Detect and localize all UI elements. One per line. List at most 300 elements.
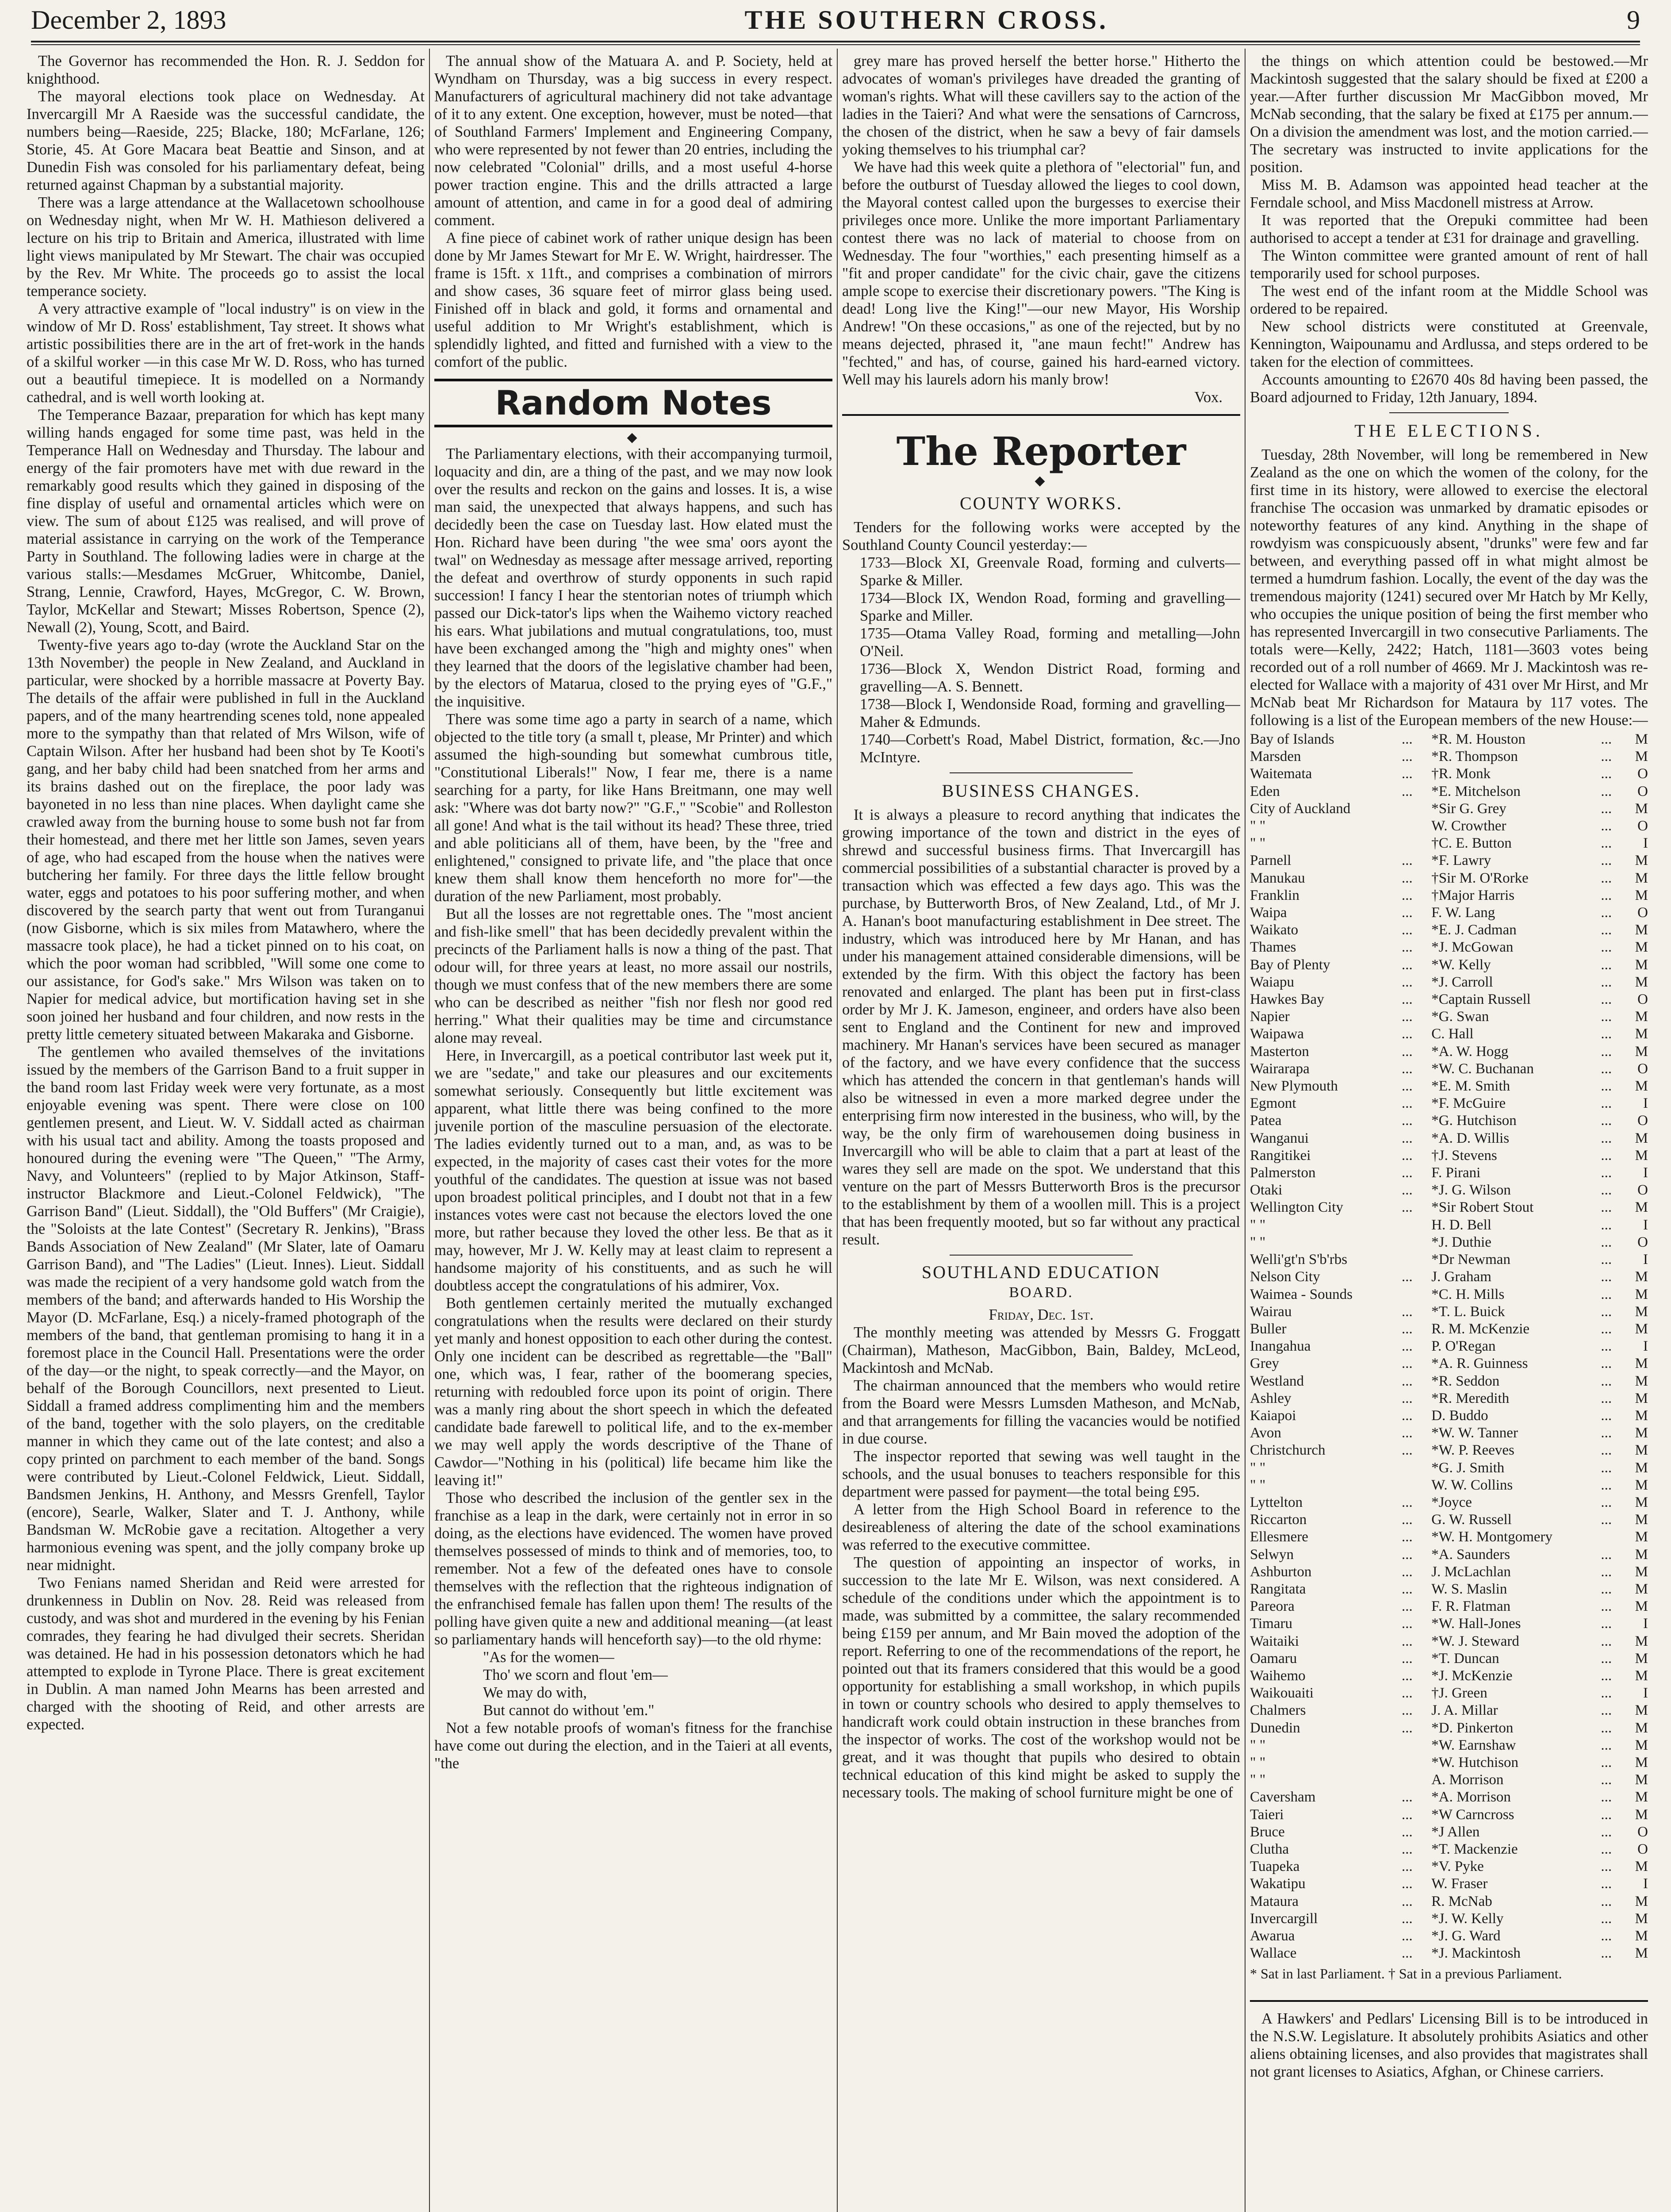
reporter-heading: The Reporter	[896, 428, 1186, 474]
paragraph: the things on which attention could be bestowed.—Mr Mackintosh suggested that the salary should be fixed at £200 a year.—After further discussion Mr MacGibbon moved, Mr McNab seconding, that the salary be fixed at £175 per annum.—On a division the amendment was lost, and the motion carried.—The secretary was instructed to invite applications for the position.	[1250, 53, 1648, 176]
education-board-continued	[1250, 52, 1648, 406]
leader: ...	[1601, 1147, 1612, 1164]
member-row	[1250, 1667, 1648, 1685]
electorate: Manukau	[1250, 870, 1305, 886]
leader: ...	[1401, 1633, 1413, 1649]
affiliation: O	[1637, 991, 1648, 1008]
member-name: *J. Carroll	[1431, 974, 1493, 990]
leader: ...	[1401, 1789, 1413, 1805]
leader: ...	[1401, 1078, 1413, 1094]
electorate: Inangahua	[1250, 1338, 1311, 1355]
member-name: *G. Swan	[1431, 1009, 1489, 1025]
member-name: *W. W. Tanner	[1431, 1425, 1518, 1441]
electorate: Marsden	[1250, 749, 1301, 765]
member-row	[1250, 1546, 1648, 1563]
affiliation: M	[1635, 939, 1648, 956]
electorate: Bay of Islands	[1250, 731, 1334, 747]
paragraph: The mayoral elections took place on Wednesday. At Invercargill Mr A Raeside was the successful candidate, the numbers being—Raeside, 225; Blacke, 180; McFarlane, 126; Storie, 45. At Gore Macara beat Beattie and Sinson, and at Dunedin Fish was consoled for his parliamentary defeat, being returned against Chapman by a substantial majority.	[27, 88, 425, 193]
electorate: Masterton	[1250, 1043, 1309, 1060]
paragraph: The question of appointing an inspector of works, in succession to the late Mr E. Wilson, was next considered. A schedule of the conditions under which the appointment is to made, was submitted by a committee, the salary recommended being £159 per annum, and Mr Bain moved the adoption of the report. Referring to one of the recommendations of the report, he pointed out that its framers considered that this would be a good opportunity for establishing a small workshop, in which pupils in town or country schools who desired to apply themselves to handicraft work could obtain instruction in these branches from the inspector of works. The cost of the workshop would not be great, and it was thought that pupils who desired to obtain technical education of this kind might be asked to supply the necessary tools. The making of school furniture might be one of	[842, 1554, 1240, 1801]
leader: ...	[1401, 1893, 1413, 1909]
leader: ...	[1601, 1512, 1612, 1528]
paragraph: The Winton committee were granted amount of rent of hall temporarily used for school purposes.	[1250, 247, 1648, 282]
member-name: *J. McKenzie	[1431, 1667, 1513, 1684]
paragraph: The annual show of the Matuara A. and P. Society, held at Wyndham on Thursday, was a big success in every respect. Manufacturers of agricultural machinery did not take advantage of it to any extent. One exception, however, must be noted—that of Southland Farmers' Implement and Engineering Company, who were represented by not fewer than 20 entries, including the now celebrated "Colonial" drills, and a most useful 4-horse power traction engine. This and the drills attracted a large amount of attention, and came in for a good deal of admiring comment.	[434, 53, 832, 229]
electorate: Rangitata	[1250, 1581, 1306, 1597]
electorate: " "	[1250, 1772, 1266, 1788]
member-name: *W Carncross	[1431, 1806, 1514, 1823]
member-row	[1250, 1928, 1648, 1945]
leader: ...	[1401, 956, 1413, 973]
leader: ...	[1401, 1390, 1413, 1406]
leader: ...	[1601, 1910, 1612, 1927]
member-name: J. McLachlan	[1431, 1563, 1511, 1580]
affiliation: M	[1635, 1772, 1648, 1788]
member-row	[1250, 800, 1648, 818]
column-4	[1250, 52, 1648, 2212]
leader	[1402, 1737, 1431, 1754]
affiliation: M	[1635, 1321, 1648, 1337]
leader: ...	[1601, 1130, 1612, 1146]
header-rule	[31, 41, 1640, 42]
leader: ...	[1601, 1737, 1612, 1753]
paragraph: There was a large attendance at the Wallacetown schoolhouse on Wednesday night, when Mr W. H. Mathieson delivered a lecture on his trip to Britain and America, illustrated with lime light views manipulated by Mr Stewart. The chair was occupied by the Rev. Mr White. The proceeds go to assist the local temperance society.	[27, 194, 425, 300]
affiliation: O	[1637, 783, 1648, 799]
affiliation: I	[1643, 1252, 1648, 1268]
affiliation: M	[1635, 1859, 1648, 1875]
member-row	[1250, 1789, 1648, 1806]
electorate: Awarua	[1250, 1928, 1295, 1944]
electorate: Lyttelton	[1250, 1494, 1303, 1510]
leader: ...	[1401, 1425, 1413, 1441]
electorate: " "	[1250, 1754, 1266, 1770]
member-row	[1250, 1806, 1648, 1824]
leader: ...	[1601, 1650, 1612, 1667]
affiliation: M	[1635, 1494, 1648, 1510]
leader: ...	[1401, 1303, 1413, 1320]
masthead-title: THE SOUTHERN CROSS.	[744, 5, 1109, 35]
member-name: *Captain Russell	[1431, 991, 1531, 1008]
member-row	[1250, 1528, 1648, 1546]
leader: ...	[1601, 1338, 1612, 1355]
leader: ...	[1401, 853, 1413, 869]
member-row	[1250, 818, 1648, 835]
paragraph: A letter from the High School Board in reference to the desireableness of altering the date of the school examinations was referred to the executive committee.	[842, 1501, 1240, 1553]
affiliation: M	[1635, 1720, 1648, 1736]
leader: ...	[1401, 749, 1413, 765]
member-name: *R. Meredith	[1431, 1390, 1510, 1406]
affiliation: M	[1635, 1442, 1648, 1459]
random-notes-body	[434, 445, 832, 1648]
leader: ...	[1401, 1685, 1413, 1701]
page-number: 9	[1627, 5, 1640, 35]
leader: ...	[1401, 1581, 1413, 1597]
member-row	[1250, 1511, 1648, 1528]
leader: ...	[1601, 1772, 1612, 1788]
electorate: Clutha	[1250, 1841, 1289, 1857]
electorate: Egmont	[1250, 1095, 1296, 1112]
member-name: *F. Lawry	[1431, 853, 1491, 869]
affiliation: M	[1635, 870, 1648, 886]
leader: ...	[1601, 1078, 1612, 1094]
issue-date: December 2, 1893	[31, 5, 226, 35]
affiliation: O	[1637, 1824, 1648, 1840]
member-row	[1250, 1199, 1648, 1216]
affiliation: M	[1635, 1130, 1648, 1146]
member-name: F. R. Flatman	[1431, 1598, 1511, 1615]
electorate: Eden	[1250, 783, 1280, 799]
footnote: * Sat in last Parliament. † Sat in a previous Parliament.	[1250, 1966, 1562, 1982]
member-name: D. Buddo	[1431, 1407, 1488, 1424]
member-name: W. Crowther	[1431, 818, 1506, 834]
member-name: *W. P. Reeves	[1431, 1442, 1514, 1459]
electorate: Wallace	[1250, 1945, 1297, 1962]
random-notes-last: Not a few notable proofs of woman's fitness for the franchise have come out during the election, and in the Taieri at all events, "the	[434, 1720, 832, 1772]
electorate: Avon	[1250, 1425, 1281, 1441]
hawkers-bill-item: A Hawkers' and Pedlars' Licensing Bill is to be introduced in the N.S.W. Legislature. It absolutely prohibits Asiatics and other aliens obtaining licenses, and also provides that magistrates shall not grant licenses to Asiatics, Afghan, or Chinese carriers.	[1250, 2010, 1648, 2081]
member-row	[1250, 1390, 1648, 1407]
leader: ...	[1401, 1113, 1413, 1129]
leader: ...	[1601, 818, 1612, 834]
electorate: City of Auckland	[1250, 800, 1351, 817]
electorate: Waikato	[1250, 922, 1299, 938]
electorate: Ashley	[1250, 1390, 1292, 1406]
member-name: *D. Pinkerton	[1431, 1720, 1514, 1736]
leader: ...	[1601, 1425, 1612, 1441]
business-changes-heading: BUSINESS CHANGES.	[942, 781, 1141, 801]
affiliation: I	[1643, 1095, 1648, 1112]
member-row	[1250, 1425, 1648, 1442]
affiliation: M	[1635, 1390, 1648, 1406]
paragraph: Miss M. B. Adamson was appointed head teacher at the Ferndale school, and Miss Macdonell mistress at Arrow.	[1250, 177, 1648, 211]
paragraph: Accounts amounting to £2670 40s 8d having been passed, the Board adjourned to Friday, 12th January, 1894.	[1250, 371, 1648, 406]
member-name: *F. McGuire	[1431, 1095, 1506, 1112]
member-name: †C. E. Button	[1431, 835, 1512, 852]
affiliation: M	[1635, 1373, 1648, 1389]
leader: ...	[1601, 1373, 1612, 1389]
paragraph: "As for the women—	[483, 1649, 614, 1666]
electorate: Westland	[1250, 1373, 1304, 1389]
affiliation: M	[1635, 1147, 1648, 1164]
random-notes-continued	[842, 52, 1240, 388]
leader: ...	[1401, 1060, 1413, 1077]
member-row	[1250, 1251, 1648, 1268]
member-row	[1250, 1702, 1648, 1719]
member-name: G. W. Russell	[1431, 1512, 1512, 1528]
elections-heading: THE ELECTIONS.	[1354, 421, 1544, 441]
member-row	[1250, 870, 1648, 887]
member-row	[1250, 1164, 1648, 1182]
column-1	[27, 52, 425, 2212]
tender-list	[842, 554, 1240, 766]
electorate: Waihemo	[1250, 1667, 1306, 1684]
leader	[1402, 1459, 1431, 1477]
member-name: *T. L. Buick	[1431, 1303, 1505, 1320]
leader: ...	[1401, 939, 1413, 956]
paragraph: The Parliamentary elections, with their accompanying turmoil, loquacity and din, are a thing of the past, and we may now look over the results and reckon on the gains and losses. It is, a wise man said, the unexpected that always happens, and such has decidedly been the case on Tuesday last. How elated must the Hon. Richard have been during "the wee sma' oors ayont the twal" on Wednesday as message after message arrived, reporting the defeat and overthrow of sturdy opponents in such rapid succession! I fancy I hear the stentorian notes of triumph which passed our Dick-tator's lips when the Waihemo victory reached his ears. What jubilations and mutual congratulations, too, must have been exchanged among the "high and mighty ones" when they learned that the doors of the legislative chamber had been, by the electors of Matarua, closed to the prying eyes of "G.F.," the inquisitive.	[434, 445, 832, 710]
member-row	[1250, 1633, 1648, 1650]
electorate: Waipa	[1250, 905, 1287, 921]
affiliation: M	[1635, 1667, 1648, 1684]
electorate: Bay of Plenty	[1250, 956, 1330, 973]
electorate: Taieri	[1250, 1806, 1284, 1823]
member-row	[1250, 1477, 1648, 1494]
member-row	[1250, 1286, 1648, 1303]
member-row	[1250, 1234, 1648, 1251]
affiliation: M	[1635, 1286, 1648, 1302]
electorate: " "	[1250, 1217, 1266, 1233]
electorate: Pareora	[1250, 1598, 1295, 1615]
member-row	[1250, 1771, 1648, 1789]
leader: ...	[1401, 1563, 1413, 1580]
leader: ...	[1401, 731, 1413, 747]
member-row	[1250, 1581, 1648, 1598]
leader: ...	[1601, 1321, 1612, 1337]
leader: ...	[1601, 1928, 1612, 1944]
leader: ...	[1601, 974, 1612, 990]
electorate: " "	[1250, 1477, 1266, 1493]
paragraph: The gentlemen who availed themselves of the invitations issued by the members of the Garrison Band to a fruit supper in the band room last Friday week were very fortunate, as a most enjoyable evening was spent. There were close on 100 gentlemen present, and Lieut. W. V. Siddall acted as chairman with his usual tact and ability. Among the toasts proposed and honoured during the evening were "The Queen," "The Army, Navy, and Volunteers" (replied to by Major Atkinson, Staff-instructor Blackmore and Lieut.-Colonel Feldwick), "The Garrison Band" (Lieut. Siddall), the "Old Buffers" (Mr Craigie), the "Soloists at the late Contest" (Secretary R. Jenkins), "Brass Bands Association of New Zealand" (Mr Slater, late of Oamaru Garrison Band), and "The Ladies" (Lieut. Innes). Lieut. Siddall was made the recipient of a very handsome gold watch from the members of the band; and afterwards handed to His Worship the Mayor (D. McFarlane, Esq.) a nicely-framed photograph of the members of the band, that gentleman promising to hang it in a foremost place in the Council Hall. Presentations were the order of the day—or the night, to speak correctly—and the Mayor, on behalf of the Borough Councillors, next presented to Lieut. Siddall a framed address complimenting him and the members of the band, together with the solo players, on the creditable manner in which they came out of the late contest; and also a copy printed on parchment to each member of the band. Songs were contributed by Lieut.-Colonel Feldwick, Lieut. Siddall, Bandsmen Jenkins, H. Anthony, and Messrs Grenfell, Taylor (encore), Searle, Walker, Slater and T. J. Anthony, while Bandsman W. McRobie gave a recitation. Altogether a very harmonious evening was spent, and the jolly company broke up near midnight.	[27, 1044, 425, 1574]
section-rule	[950, 772, 1133, 773]
affiliation: M	[1635, 1459, 1648, 1476]
member-row	[1250, 1182, 1648, 1199]
leader: ...	[1601, 1009, 1612, 1025]
paragraph: There was some time ago a party in search of a name, which objected to the title tory (a small t, please, Mr Printer) and which assumed the high-sounding but somewhat cumbrous title, "Constitutional Liberals!" Now, I fear me, there is a name searching for a party, for like Hans Breitmann, one may well ask: "Where was dot barty now?" "G.F.," "Scobie" and Rolleston all gone! And what is the tail without its head? These three, tried and able politicians all of them, have been, by the "free and enlightened," consigned to private life, and "the place that once knew them shall know them henceforth no more for"—the duration of the new Parliament, most probably.	[434, 711, 832, 905]
leader	[1402, 1771, 1431, 1789]
member-row	[1250, 1095, 1648, 1112]
electorate: Waipawa	[1250, 1026, 1304, 1042]
leader: ...	[1401, 1512, 1413, 1528]
electorate: Waitaiki	[1250, 1633, 1299, 1649]
leader: ...	[1601, 1581, 1612, 1597]
county-works-intro: Tenders for the following works were accepted by the Southland County Council yesterday:—	[842, 519, 1240, 553]
member-row	[1250, 887, 1648, 904]
leader: ...	[1601, 1390, 1612, 1406]
leader: ...	[1601, 939, 1612, 956]
leader: ...	[1601, 1407, 1612, 1424]
electorate: Bruce	[1250, 1824, 1285, 1840]
affiliation: M	[1635, 731, 1648, 747]
member-row	[1250, 1060, 1648, 1078]
affiliation: M	[1635, 1356, 1648, 1372]
member-name: *A. Morrison	[1431, 1789, 1511, 1805]
paragraph: The inspector reported that sewing was well taught in the schools, and the usual bonuses to teachers responsible for this department were passed for payment—the total being £95.	[842, 1448, 1240, 1500]
electorate: Invercargill	[1250, 1910, 1318, 1927]
leader	[1402, 1217, 1431, 1234]
member-name: †J. Green	[1431, 1685, 1487, 1701]
member-row	[1250, 1824, 1648, 1841]
leader: ...	[1601, 1303, 1612, 1320]
affiliation: M	[1635, 853, 1648, 869]
affiliation: M	[1635, 974, 1648, 990]
affiliation: M	[1635, 1754, 1648, 1770]
leader: ...	[1601, 1720, 1612, 1736]
electorate: Waikouaiti	[1250, 1685, 1314, 1701]
leader	[1601, 1528, 1630, 1546]
elections-intro: Tuesday, 28th November, will long be remembered in New Zealand as the one on which the women of the colony, for the first time in its history, were allowed to exercise the electoral franchise The occasion was unmarked by dramatic episodes or noteworthy features of any kind. Anything in the shape of rowdyism was conspicuously absent, "drunks" were few and far between, and everything passed off in what might almost be termed a humdrum fashion. Locally, the event of the day was the tremendous majority (1241) secured over Mr Hatch by Mr Kelly, who occupies the unique position of being the first member who has represented Invercargill in two consecutive Parliaments. The totals were—Kelly, 2422; Hatch, 1181—3603 votes being recorded out of a roll number of 4669. Mr J. Mackintosh was re-elected for Wallace with a majority of 431 over Mr Hirst, and Mr McNab beat Mr Richardson for Mataura by 117 votes. The following is a list of the European members of the new House:—	[1250, 446, 1648, 729]
leader: ...	[1401, 1009, 1413, 1025]
member-name: †Major Harris	[1431, 887, 1515, 903]
leader: ...	[1401, 887, 1413, 903]
random-notes-poem	[434, 1648, 832, 1719]
electorate: Wellington City	[1250, 1199, 1343, 1216]
member-row	[1250, 1598, 1648, 1615]
leader: ...	[1601, 1026, 1612, 1042]
member-name: *J. G. Ward	[1431, 1928, 1501, 1944]
leader: ...	[1601, 1356, 1612, 1372]
electorate: Franklin	[1250, 887, 1299, 903]
leader: ...	[1401, 974, 1413, 990]
leader: ...	[1601, 1199, 1612, 1216]
member-name: *A. Saunders	[1431, 1546, 1510, 1563]
electorate: Wairarapa	[1250, 1060, 1310, 1077]
random-notes-heading: Random Notes	[434, 379, 832, 427]
member-name: *T. Duncan	[1431, 1650, 1499, 1667]
electorate: Patea	[1250, 1113, 1282, 1129]
leader: ...	[1401, 1130, 1413, 1146]
member-row	[1250, 1373, 1648, 1390]
member-name: *R. Thompson	[1431, 749, 1518, 765]
electorate: Riccarton	[1250, 1512, 1307, 1528]
leader: ...	[1601, 991, 1612, 1008]
leader: ...	[1601, 905, 1612, 921]
affiliation: O	[1637, 1060, 1648, 1077]
signature: Vox.	[1194, 389, 1223, 406]
affiliation: O	[1637, 1182, 1648, 1198]
paragraph: 1733—Block XI, Greenvale Road, forming and culverts—Sparke & Miller.	[860, 554, 1240, 589]
affiliation: M	[1635, 1650, 1648, 1667]
affiliation: M	[1635, 1425, 1648, 1441]
member-row	[1250, 731, 1648, 748]
leader: ...	[1401, 1321, 1413, 1337]
electorate: Wanganui	[1250, 1130, 1309, 1146]
member-name: W. W. Collins	[1431, 1477, 1513, 1493]
column-2	[434, 52, 832, 2212]
leader: ...	[1401, 922, 1413, 938]
member-name: *E. Mitchelson	[1431, 783, 1521, 799]
member-row	[1250, 1875, 1648, 1893]
electorate: Napier	[1250, 1009, 1290, 1025]
business-changes-body: It is always a pleasure to record anything that indicates the growing importance of the town and district in the eyes of shrewd and successful business firms. That Invercargill has commercial possibilities of a substantial character is proved by a transaction which was effected a few days ago. This was the purchase, by Butterworth Bros, of New Zealand, Ltd., of Mr J. A. Hanan's boot manufacturing establishment in Dee street. The industry, which was introduced here by Mr Hanan, and has under his management attained considerable dimensions, will be extended by the firm. With this object the factory has been renovated and enlarged. The plant has been put in first-class order by Mr J. K. Jameson, engineer, and orders have also been sent to England and the Continent for new and improved machinery. Mr Hanan's services have been secured as manager of the factory, and we have every confidence that the success which has attended the concern in that gentleman's hands will also be witnessed in even a more marked degree under the enterprising firm now interested in the business, who will, by the way, be the only firm of warehousemen doing business in Invercargill who will be able to claim that a part at least of the wares they sell are made on the spot. We understand that this venture on the part of Messrs Butterworth Bros is the precursor to the establishment by them of a woollen mill. This is a project that has been frequently mooted, but so far without any practical result.	[842, 806, 1240, 1248]
member-row	[1250, 1321, 1648, 1338]
affiliation: M	[1635, 922, 1648, 938]
member-row	[1250, 1754, 1648, 1771]
paragraph: A fine piece of cabinet work of rather unique design has been done by Mr James Stewart for Mr E. W. Wright, hairdresser. The frame is 15ft. x 11ft., and comprises a combination of mirrors and show cases, 36 square feet of mirror glass being used. Finished off in black and gold, it forms and ornamental and useful addition to Mr Wright's establishment, which is splendidly lighted, and fitted and furnished with a view to the comfort of the public.	[434, 230, 832, 370]
leader	[1402, 1477, 1431, 1494]
leader: ...	[1401, 1494, 1413, 1510]
leader: ...	[1601, 1043, 1612, 1060]
affiliation: I	[1643, 1165, 1648, 1181]
leader: ...	[1601, 870, 1612, 886]
paragraph: The chairman announced that the members who would retire from the Board were Messrs Lumsden Matheson, and McNab, and that arrangements for filling the vacancies would be notified in due course.	[842, 1377, 1240, 1447]
leader: ...	[1401, 1182, 1413, 1198]
leader	[1402, 800, 1431, 818]
paragraph: Both gentlemen certainly merited the mutually exchanged congratulations when the results were declared on their sturdy yet manly and honest opposition to each other during the contest. Only one incident can be described as regrettable—the "Ball" one, which was, I fear, rather of the boomerang species, returning with redoubled force upon its point of origin. There was a manly ring about the short speech in which the defeated candidate bade farewell to political life, and to the ex-member we may well apply the words descriptive of the Thane of Cawdor—"Nothing in his (political) life became him like the leaving it!"	[434, 1295, 832, 1489]
affiliation: M	[1635, 1303, 1648, 1320]
electorate: Parnell	[1250, 853, 1292, 869]
paragraph: But all the losses are not regrettable ones. The "most ancient and fish-like smell" that has been decidedly prevalent within the precincts of the Parliament halls is now a thing of the past. That odour will, for three years at least, no more assail our nostrils, though we must confess that of the new members there are some who can be described as neither "fish nor flesh nor good red herring." What their qualities may be time and circumstance alone may reveal.	[434, 906, 832, 1046]
member-name: *V. Pyke	[1431, 1859, 1484, 1875]
paragraph: Tho' we scorn and flout 'em—	[483, 1667, 668, 1683]
paragraph: 1740—Corbett's Road, Mabel District, formation, &c.—Jno McIntyre.	[860, 731, 1240, 766]
member-row	[1250, 1858, 1648, 1875]
affiliation: M	[1635, 1789, 1648, 1805]
paragraph: We may do with,	[483, 1684, 587, 1701]
electorate: " "	[1250, 818, 1266, 834]
affiliation: I	[1643, 1616, 1648, 1632]
leader: ...	[1601, 1893, 1612, 1909]
leader: ...	[1401, 1442, 1413, 1459]
affiliation: M	[1635, 1529, 1648, 1545]
member-name: †R. Monk	[1431, 766, 1491, 782]
member-row	[1250, 748, 1648, 765]
member-row	[1250, 1563, 1648, 1581]
member-name: *R. Seddon	[1431, 1373, 1500, 1389]
leader	[1402, 1286, 1431, 1303]
electorate: Ashburton	[1250, 1563, 1312, 1580]
leader: ...	[1401, 1043, 1413, 1060]
member-name: *Joyce	[1431, 1494, 1472, 1510]
section-rule	[950, 1255, 1133, 1256]
leader	[1402, 1251, 1431, 1268]
leader: ...	[1401, 1165, 1413, 1181]
member-row	[1250, 956, 1648, 974]
ornament-icon: ◆	[627, 430, 640, 445]
leader: ...	[1401, 1841, 1413, 1857]
leader: ...	[1401, 1095, 1413, 1112]
section-rule	[1250, 2000, 1648, 2002]
affiliation: O	[1637, 766, 1648, 782]
leader: ...	[1601, 1165, 1612, 1181]
member-name: *J. W. Kelly	[1431, 1910, 1504, 1927]
column-divider	[837, 49, 838, 2212]
column-divider	[1245, 49, 1246, 2212]
member-name: *Dr Newman	[1431, 1252, 1510, 1268]
leader: ...	[1601, 956, 1612, 973]
member-row	[1250, 852, 1648, 869]
leader: ...	[1601, 1824, 1612, 1840]
paragraph: The monthly meeting was attended by Messrs G. Froggatt (Chairman), Matheson, MacGibbon, Bain, Baldey, McLeod, Mackintosh and McNab.	[842, 1324, 1240, 1376]
member-row	[1250, 991, 1648, 1008]
electorate: Waiapu	[1250, 974, 1294, 990]
leader: ...	[1401, 905, 1413, 921]
member-row	[1250, 835, 1648, 852]
affiliation: M	[1635, 1078, 1648, 1094]
member-name: *Sir G. Grey	[1431, 800, 1506, 817]
member-name: †Sir M. O'Rorke	[1431, 870, 1529, 886]
education-board-body	[842, 1324, 1240, 1801]
paragraph: 1738—Block I, Wendonside Road, forming and gravelling—Maher & Edmunds.	[860, 696, 1240, 730]
leader: ...	[1401, 1373, 1413, 1389]
paragraph: We have had this week quite a plethora of "electorial" fun, and before the outburst of Tuesday allowed the lieges to cool down, the Mayoral contest called upon the burgesses to exercise their privileges once more. Unlike the more important Parliamentary contest there was no lack of material to choose from on Wednesday. The four "worthies," each presenting himself as a "fit and proper candidate" for the civic chair, gave the citizens ample scope to exercise their discretionary powers. "The King is dead! Long live the King!"—our new Mayor, His Worship Andrew! "On these occasions," as one of the rejected, but by no means dejected, phrased it, "ane maun fecht!" Andrew has "fechted," and has, of course, gained his hard-earned victory. Well may his laurels adorn his manly brow!	[842, 159, 1240, 388]
leader: ...	[1601, 1234, 1612, 1250]
electorate: " "	[1250, 1737, 1266, 1753]
leader: ...	[1601, 1806, 1612, 1823]
leader: ...	[1601, 1494, 1612, 1510]
member-name: *J. McGowan	[1431, 939, 1514, 956]
electorate: Mataura	[1250, 1893, 1299, 1909]
affiliation: M	[1635, 1598, 1648, 1615]
leader: ...	[1601, 1702, 1612, 1719]
affiliation: M	[1635, 1563, 1648, 1580]
leader: ...	[1401, 1529, 1413, 1545]
electorate: Otaki	[1250, 1182, 1283, 1198]
member-row	[1250, 1841, 1648, 1858]
leader: ...	[1601, 1269, 1612, 1285]
leader: ...	[1401, 1910, 1413, 1927]
member-name: *G. Hutchison	[1431, 1113, 1517, 1129]
paragraph: Those who described the inclusion of the gentler sex in the franchise as a leap in the dark, were certainly not in error in so doing, as the elections have evidenced. The women have proved themselves possessed of minds to think and of memories, too, to remember. Not a few of the defeated ones have to console themselves with the reflection that the righteous indignation of the enfranchised female has fallen upon them! The results of the polling have given quite a new and additional meaning—(at least so parliamentary hands will henceforth say)—to the old rhyme:	[434, 1490, 832, 1648]
